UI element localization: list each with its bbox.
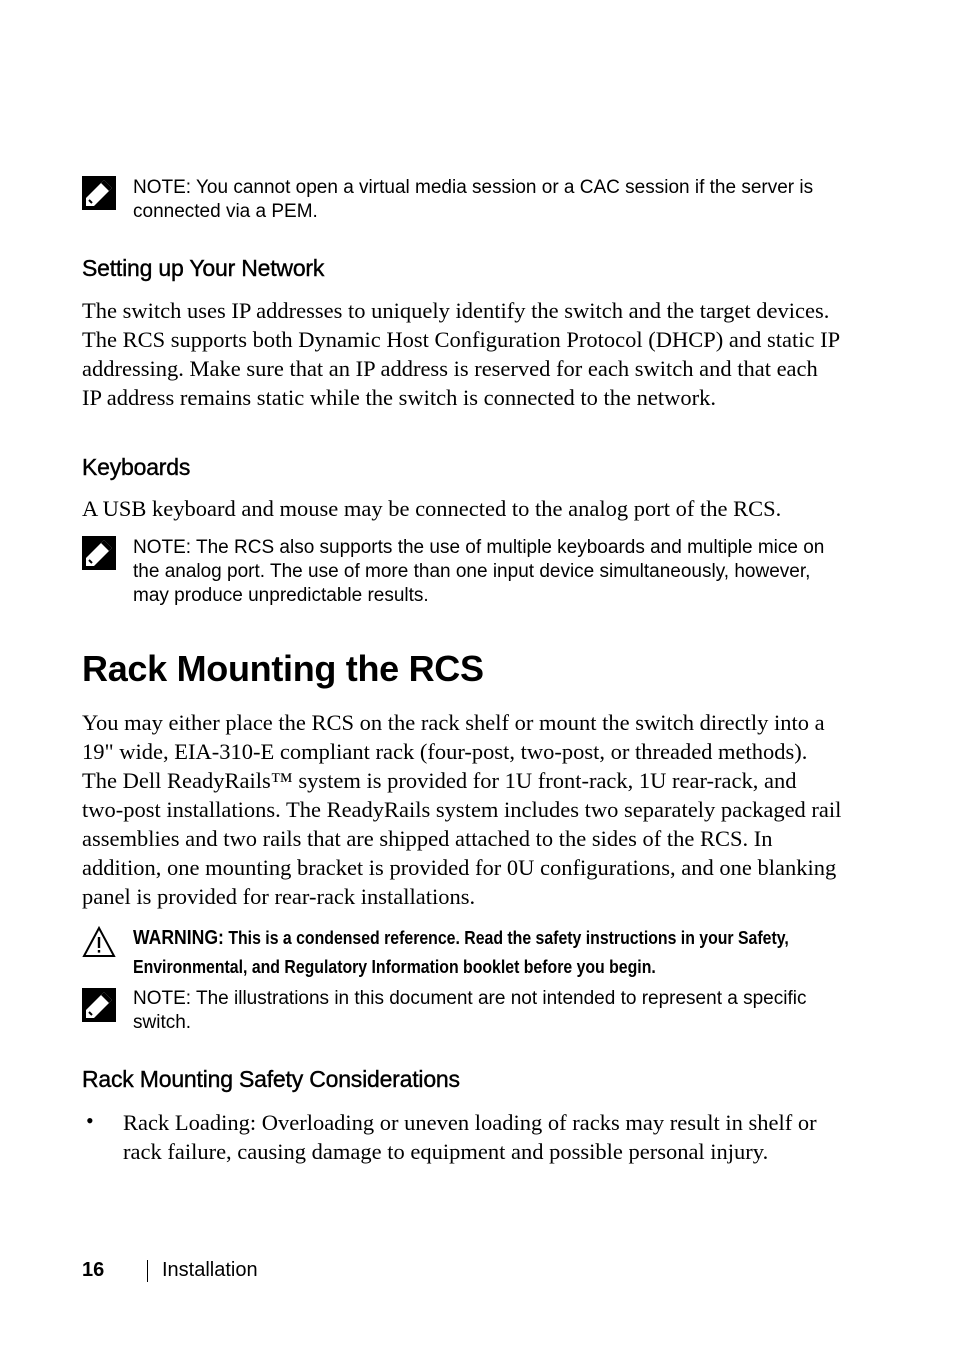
warning-text: This is a condensed reference. Read the safety instructions in your Safety, Environmental, and Regulatory Information booklet before you begin. bbox=[133, 928, 789, 977]
network-body: The switch uses IP addresses to uniquely identify the switch and the target devices. The RCS supports both Dynamic Host Configuration Protocol (DHCP) and static IP addressing. Make sure that an IP address is reserved for each switch and that each IP address remains static while the switch is connected to the network. bbox=[82, 298, 840, 410]
footer-divider bbox=[147, 1260, 148, 1282]
page-number: 16 bbox=[82, 1259, 105, 1281]
keyboards-body: A USB keyboard and mouse may be connected to the analog port of the RCS. bbox=[82, 496, 782, 521]
note-illustrations bbox=[133, 987, 833, 1035]
note-virtual-media bbox=[133, 176, 833, 224]
network-heading: Setting up Your Network bbox=[82, 255, 325, 281]
warning-safety bbox=[133, 924, 828, 982]
rack-mounting-title: Rack Mounting the RCS bbox=[82, 648, 484, 689]
warning-triangle-icon bbox=[82, 926, 116, 958]
note-label: NOTE: bbox=[133, 177, 192, 198]
note-multiple-keyboards bbox=[133, 536, 833, 608]
note-text: The RCS also supports the use of multiple keyboards and multiple mice on the analog port. The use of more than one input device simultaneously, however, may produce unpredictable results. bbox=[133, 537, 825, 606]
bullet-rack-loading: Rack Loading: Overloading or uneven loading of racks may result in shelf or rack failure, causing damage to equipment and possible personal injury. bbox=[123, 1110, 817, 1164]
keyboards-heading: Keyboards bbox=[82, 454, 191, 480]
note-pencil-icon bbox=[82, 536, 116, 570]
rack-mounting-body: You may either place the RCS on the rack shelf or mount the switch directly into a 19" wide, EIA-310-E compliant rack (four-post, two-post, or threaded methods). The Dell ReadyRails™ system is provided for 1U front-rack, 1U rear-rack, and two-post installations. The ReadyRails system includes two separately packaged rail assemblies and two rails that are shipped attached to the sides of the RCS. In addition, one mounting bracket is provided for 0U configurations, and one blanking panel is provided for rear-rack installations. bbox=[82, 710, 842, 909]
safety-heading: Rack Mounting Safety Considerations bbox=[82, 1066, 460, 1092]
footer-section-name: Installation bbox=[162, 1259, 258, 1281]
note-pencil-icon bbox=[82, 176, 116, 210]
note-label: NOTE: bbox=[133, 537, 192, 558]
bullet-marker: • bbox=[86, 1108, 94, 1133]
note-text: The illustrations in this document are not intended to represent a specific switch. bbox=[133, 988, 807, 1033]
note-pencil-icon bbox=[82, 988, 116, 1022]
note-label: NOTE: bbox=[133, 988, 192, 1009]
note-text: You cannot open a virtual media session or a CAC session if the server is connected via a PEM. bbox=[133, 177, 814, 222]
warning-label: WARNING: bbox=[133, 927, 224, 949]
